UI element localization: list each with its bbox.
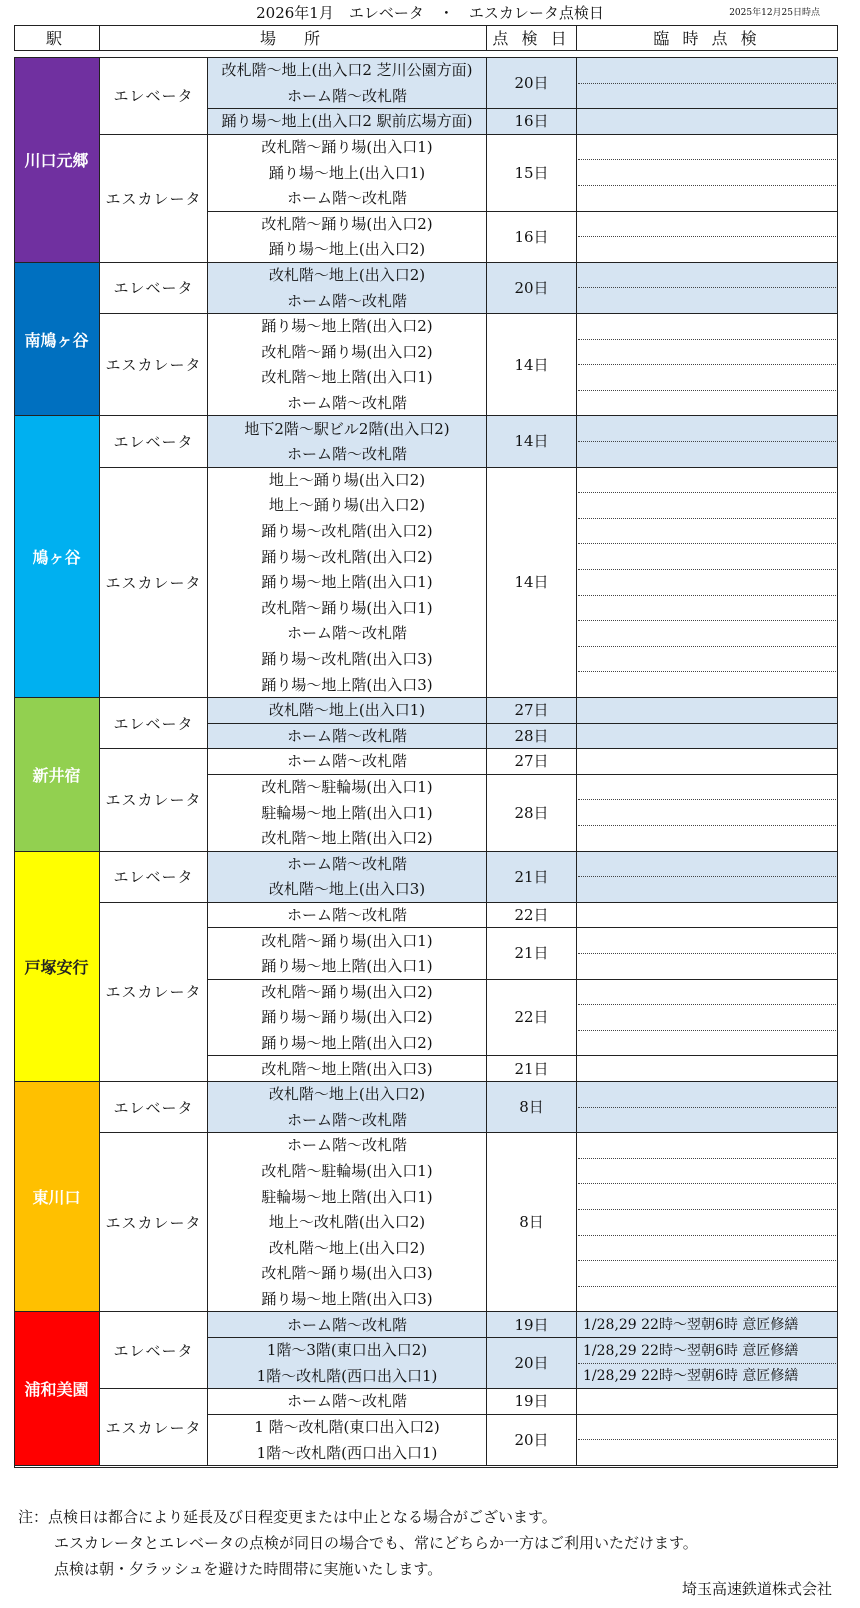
temporary-inspection-cell [576, 902, 838, 928]
location-cell: ホーム階～改札階 [207, 83, 486, 109]
location-cell: 改札階～踊り場(出入口1) [207, 134, 486, 160]
temporary-inspection-cell [576, 467, 838, 493]
temporary-inspection-cell [576, 287, 838, 313]
column-header-location: 場 所 [99, 25, 487, 51]
station-cell: 新井宿 [14, 697, 99, 851]
location-cell: 改札階～踊り場(出入口1) [207, 595, 486, 621]
temporary-inspection-cell [576, 339, 838, 365]
station-cell: 戸塚安行 [14, 851, 99, 1081]
type-elevator: エレベータ [99, 697, 207, 748]
temporary-inspection-cell [576, 876, 838, 902]
type-elevator: エレベータ [99, 57, 207, 134]
type-escalator: エスカレータ [99, 902, 207, 1081]
location-cell: ホーム階～改札階 [207, 1388, 486, 1414]
dotted-row-divider [578, 799, 836, 800]
location-cell: ホーム階～改札階 [207, 723, 486, 749]
dotted-row-divider [578, 620, 836, 621]
location-cell: ホーム階～改札階 [207, 748, 486, 774]
temporary-inspection-cell [576, 697, 838, 723]
location-cell: 踊り場～地上階(出入口3) [207, 1286, 486, 1312]
location-cell: 改札階～地上(出入口3) [207, 876, 486, 902]
dotted-row-divider [578, 595, 836, 596]
inspection-date-cell: 21日 [486, 851, 576, 902]
inspection-date-cell: 28日 [486, 723, 576, 749]
location-cell: 踊り場～地上(出入口2) [207, 236, 486, 262]
note-line: 点検は朝・夕ラッシュを避けた時間帯に実施いたします。 [54, 1560, 443, 1578]
location-cell: 改札階～踊り場(出入口3) [207, 1260, 486, 1286]
location-cell: 駐輪場～地上階(出入口1) [207, 799, 486, 825]
temporary-inspection-cell [576, 159, 838, 185]
temporary-inspection-cell [576, 211, 838, 237]
location-cell: 改札階～踊り場(出入口2) [207, 211, 486, 237]
dotted-row-divider [578, 1235, 836, 1236]
type-elevator: エレベータ [99, 1081, 207, 1132]
row-divider [207, 851, 838, 852]
inspection-date-cell: 20日 [486, 57, 576, 108]
location-cell: ホーム階～改札階 [207, 1132, 486, 1158]
station-cell: 東川口 [14, 1081, 99, 1311]
dotted-row-divider [578, 646, 836, 647]
temporary-inspection-cell [576, 313, 838, 339]
row-divider [207, 927, 838, 928]
temporary-inspection-cell [576, 595, 838, 621]
dotted-row-divider [578, 492, 836, 493]
location-cell: 踊り場～地上階(出入口2) [207, 313, 486, 339]
row-divider [207, 1081, 838, 1082]
row-divider [207, 774, 838, 775]
temporary-inspection-cell [576, 1414, 838, 1440]
inspection-date-cell: 8日 [486, 1081, 576, 1132]
dotted-row-divider [578, 543, 836, 544]
location-cell: 改札階～地上(出入口2) [207, 1235, 486, 1261]
location-cell: ホーム階～改札階 [207, 441, 486, 467]
temporary-inspection-cell [576, 1286, 838, 1312]
inspection-date-cell: 27日 [486, 748, 576, 774]
location-cell: 地上～踊り場(出入口2) [207, 492, 486, 518]
type-escalator: エスカレータ [99, 313, 207, 415]
location-cell: 改札階～地上(出入口1) [207, 697, 486, 723]
temporary-inspection-cell [576, 1055, 838, 1081]
location-cell: 1階～3階(東口出入口2) [207, 1337, 486, 1363]
dotted-row-divider [578, 953, 836, 954]
temporary-inspection-cell [576, 262, 838, 288]
type-escalator: エスカレータ [99, 1388, 207, 1465]
inspection-date-cell: 16日 [486, 211, 576, 262]
dotted-row-divider [578, 569, 836, 570]
type-escalator: エスカレータ [99, 748, 207, 850]
type-escalator: エスカレータ [99, 1132, 207, 1311]
location-cell: 踊り場～地上階(出入口3) [207, 671, 486, 697]
temporary-inspection-cell [576, 774, 838, 800]
station-cell: 鳩ヶ谷 [14, 415, 99, 697]
temporary-inspection-cell [576, 1183, 838, 1209]
inspection-date-cell: 14日 [486, 415, 576, 466]
temporary-inspection-cell [576, 390, 838, 416]
temporary-inspection-cell [576, 83, 838, 109]
temporary-inspection-cell: 1/28,29 22時～翌朝6時 意匠修繕 [576, 1363, 838, 1389]
dotted-row-divider [578, 441, 836, 442]
temporary-inspection-cell [576, 851, 838, 877]
temporary-inspection-cell: 1/28,29 22時～翌朝6時 意匠修繕 [576, 1311, 838, 1337]
inspection-date-cell: 19日 [486, 1311, 576, 1337]
location-cell: 踊り場～踊り場(出入口2) [207, 1004, 486, 1030]
row-divider [207, 979, 838, 980]
temporary-inspection-cell [576, 671, 838, 697]
temporary-inspection-cell [576, 1209, 838, 1235]
dotted-row-divider [578, 518, 836, 519]
dotted-row-divider [578, 1158, 836, 1159]
dotted-row-divider [578, 671, 836, 672]
temporary-inspection-cell [576, 620, 838, 646]
temporary-inspection-cell [576, 518, 838, 544]
row-divider [207, 1414, 838, 1415]
dotted-row-divider [578, 1286, 836, 1287]
temporary-inspection-cell [576, 185, 838, 211]
dotted-row-divider [578, 1107, 836, 1108]
row-divider [207, 902, 838, 903]
temporary-inspection-cell [576, 134, 838, 160]
location-cell: 改札階～踊り場(出入口2) [207, 979, 486, 1005]
row-divider [207, 262, 838, 263]
location-cell: 地上～改札階(出入口2) [207, 1209, 486, 1235]
location-cell: 改札階～踊り場(出入口1) [207, 927, 486, 953]
location-cell: 地下2階～駅ビル2階(出入口2) [207, 415, 486, 441]
location-cell: 踊り場～改札階(出入口2) [207, 518, 486, 544]
temporary-inspection-cell [576, 1158, 838, 1184]
location-cell: 改札階～駐輪場(出入口1) [207, 774, 486, 800]
location-cell: 踊り場～改札階(出入口3) [207, 646, 486, 672]
location-cell: ホーム階～改札階 [207, 390, 486, 416]
location-cell: 改札階～地上(出入口2) [207, 1081, 486, 1107]
inspection-date-cell: 22日 [486, 979, 576, 1056]
location-cell: 改札階～地上(出入口2 芝川公園方面) [207, 57, 486, 83]
temporary-inspection-cell [576, 723, 838, 749]
temporary-inspection-cell [576, 57, 838, 83]
temporary-inspection-cell [576, 799, 838, 825]
temporary-inspection-cell: 1/28,29 22時～翌朝6時 意匠修繕 [576, 1337, 838, 1363]
row-divider [207, 313, 838, 314]
location-cell: ホーム階～改札階 [207, 1311, 486, 1337]
row-divider [207, 1311, 838, 1312]
location-cell: 改札階～地上階(出入口1) [207, 364, 486, 390]
temporary-inspection-cell [576, 748, 838, 774]
type-elevator: エレベータ [99, 851, 207, 902]
row-divider [207, 57, 838, 58]
row-divider [207, 1132, 838, 1133]
column-header-temporary: 臨 時 点 検 [576, 25, 838, 51]
location-cell: ホーム階～改札階 [207, 1107, 486, 1133]
location-cell: ホーム階～改札階 [207, 185, 486, 211]
dotted-row-divider [578, 364, 836, 365]
notes [18, 1504, 698, 1582]
inspection-date-cell: 8日 [486, 1132, 576, 1311]
dotted-row-divider [578, 1183, 836, 1184]
dotted-row-divider [578, 825, 836, 826]
inspection-date-cell: 22日 [486, 902, 576, 928]
row-divider [207, 723, 838, 724]
row-divider [207, 467, 838, 468]
dotted-row-divider [578, 83, 836, 84]
location-cell: 改札階～地上(出入口2) [207, 262, 486, 288]
location-cell: ホーム階～改札階 [207, 287, 486, 313]
dotted-row-divider [578, 287, 836, 288]
inspection-date-cell: 28日 [486, 774, 576, 851]
temporary-inspection-cell [576, 543, 838, 569]
dotted-row-divider [578, 1209, 836, 1210]
row-divider [207, 134, 838, 135]
temporary-inspection-cell [576, 927, 838, 953]
station-cell: 浦和美園 [14, 1311, 99, 1465]
column-header-station: 駅 [14, 25, 100, 51]
note-line: 注：点検日は都合により延長及び日程変更または中止となる場合がございます。 [18, 1508, 557, 1526]
temporary-inspection-cell [576, 441, 838, 467]
dotted-row-divider [578, 1030, 836, 1031]
inspection-date-cell: 20日 [486, 1414, 576, 1465]
inspection-date-cell: 19日 [486, 1388, 576, 1414]
temporary-inspection-cell [576, 1388, 838, 1414]
inspection-date-cell: 20日 [486, 262, 576, 313]
row-divider [207, 748, 838, 749]
temporary-inspection-cell [576, 1004, 838, 1030]
dotted-row-divider [578, 1363, 836, 1364]
location-cell: 改札階～駐輪場(出入口1) [207, 1158, 486, 1184]
temporary-inspection-cell [576, 825, 838, 851]
location-cell: 踊り場～地上階(出入口1) [207, 569, 486, 595]
row-divider [207, 108, 838, 109]
dotted-row-divider [578, 1260, 836, 1261]
location-cell: 踊り場～地上(出入口1) [207, 159, 486, 185]
company-name: 埼玉高速鉄道株式会社 [681, 1580, 832, 1598]
station-cell: 川口元郷 [14, 57, 99, 262]
location-cell: 改札階～踊り場(出入口2) [207, 339, 486, 365]
location-cell: ホーム階～改札階 [207, 851, 486, 877]
location-cell: ホーム階～改札階 [207, 902, 486, 928]
location-cell: 踊り場～地上(出入口2 駅前広場方面) [207, 108, 486, 134]
station-cell: 南鳩ヶ谷 [14, 262, 99, 416]
dotted-row-divider [578, 1004, 836, 1005]
temporary-inspection-cell [576, 415, 838, 441]
inspection-date-cell: 14日 [486, 313, 576, 415]
temporary-inspection-cell [576, 1030, 838, 1056]
row-divider [207, 1388, 838, 1389]
dotted-row-divider [578, 1439, 836, 1440]
temporary-inspection-cell [576, 108, 838, 134]
temporary-inspection-cell [576, 979, 838, 1005]
row-divider [207, 211, 838, 212]
temporary-inspection-cell [576, 1260, 838, 1286]
type-elevator: エレベータ [99, 415, 207, 466]
location-cell: 改札階～地上階(出入口2) [207, 825, 486, 851]
location-cell: 駐輪場～地上階(出入口1) [207, 1183, 486, 1209]
row-divider [207, 697, 838, 698]
location-cell: 踊り場～改札階(出入口2) [207, 543, 486, 569]
location-cell: ホーム階～改札階 [207, 620, 486, 646]
location-cell: 改札階～地上階(出入口3) [207, 1055, 486, 1081]
location-cell: 1 階～改札階(東口出入口2) [207, 1414, 486, 1440]
dotted-row-divider [578, 236, 836, 237]
location-cell: 地上～踊り場(出入口2) [207, 467, 486, 493]
row-divider [207, 1055, 838, 1056]
inspection-date-cell: 16日 [486, 108, 576, 134]
dotted-row-divider [578, 159, 836, 160]
location-cell: 踊り場～地上階(出入口2) [207, 1030, 486, 1056]
location-cell: 1階～改札階(西口出入口1) [207, 1439, 486, 1465]
as-of-date: 2025年12月25日時点 [729, 8, 820, 18]
temporary-inspection-cell [576, 953, 838, 979]
row-divider [207, 415, 838, 416]
temporary-inspection-cell [576, 492, 838, 518]
temporary-inspection-cell [576, 1081, 838, 1107]
location-cell: 踊り場～地上階(出入口1) [207, 953, 486, 979]
type-elevator: エレベータ [99, 262, 207, 313]
inspection-date-cell: 14日 [486, 467, 576, 697]
column-header-date: 点 検 日 [486, 25, 577, 51]
row-divider [207, 1337, 838, 1338]
inspection-date-cell: 21日 [486, 1055, 576, 1081]
temporary-inspection-cell [576, 236, 838, 262]
inspection-date-cell: 15日 [486, 134, 576, 211]
dotted-row-divider [578, 185, 836, 186]
temporary-inspection-cell [576, 646, 838, 672]
inspection-date-cell: 20日 [486, 1337, 576, 1388]
temporary-inspection-cell [576, 1439, 838, 1465]
row-divider [14, 1465, 838, 1466]
dotted-row-divider [578, 390, 836, 391]
temporary-inspection-cell [576, 1132, 838, 1158]
temporary-inspection-cell [576, 1107, 838, 1133]
dotted-row-divider [578, 339, 836, 340]
temporary-inspection-cell [576, 1235, 838, 1261]
type-escalator: エスカレータ [99, 134, 207, 262]
location-cell: 1階～改札階(西口出入口1) [207, 1363, 486, 1389]
inspection-date-cell: 27日 [486, 697, 576, 723]
temporary-inspection-cell [576, 364, 838, 390]
type-escalator: エスカレータ [99, 467, 207, 697]
note-line: エスカレータとエレベータの点検が同日の場合でも、常にどちらか一方はご利用いただけます。 [54, 1534, 698, 1552]
temporary-inspection-cell [576, 569, 838, 595]
page-title: 2026年1月 エレベータ ・ エスカレータ点検日 [256, 4, 604, 22]
dotted-row-divider [578, 876, 836, 877]
inspection-date-cell: 21日 [486, 927, 576, 978]
type-elevator: エレベータ [99, 1311, 207, 1388]
